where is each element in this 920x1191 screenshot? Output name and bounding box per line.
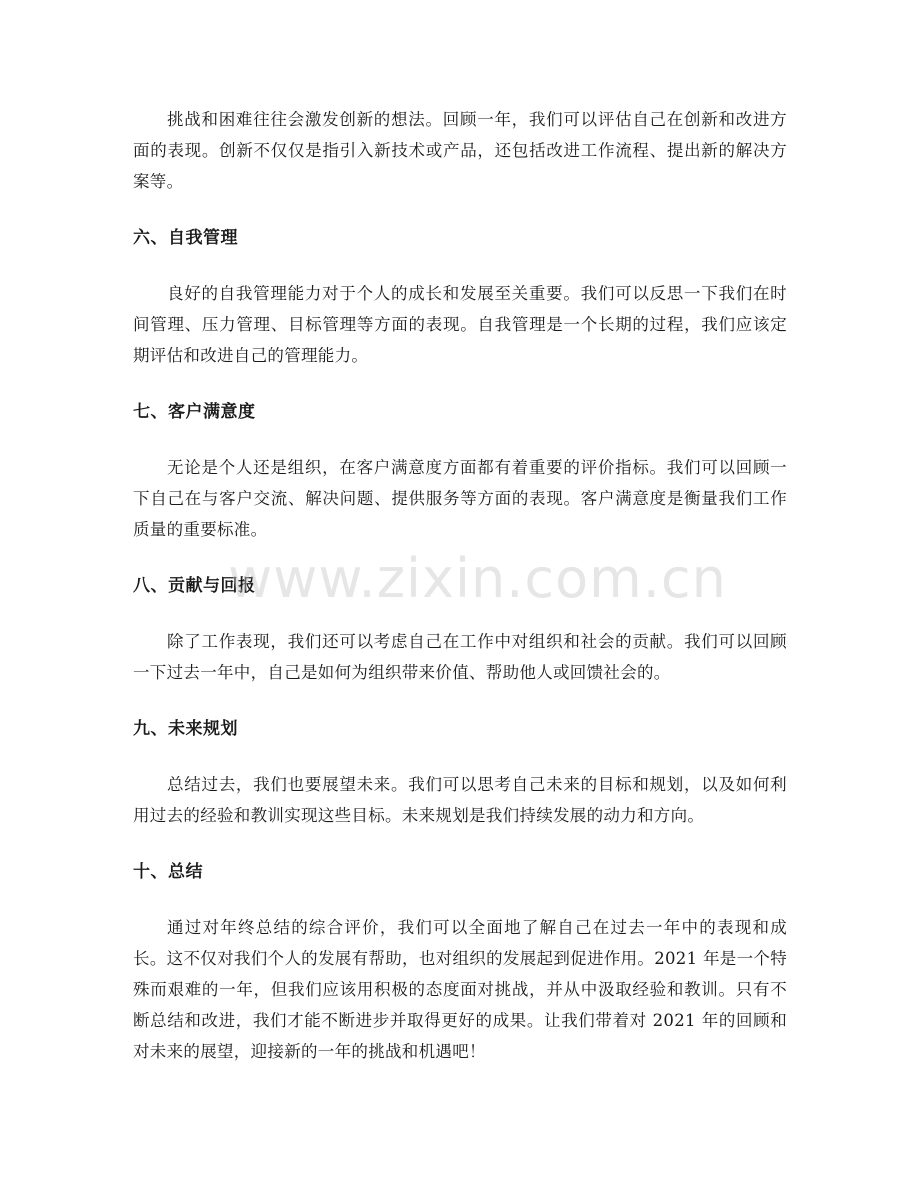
section-heading-summary: 十、总结 <box>133 862 203 882</box>
document-body <box>133 104 787 1093</box>
section-heading-future-planning: 九、未来规划 <box>133 719 238 739</box>
section-paragraph-contribution: 除了工作表现，我们还可以考虑自己在工作中对组织和社会的贡献。我们可以回顾一下过去一年中，自己是如何为组织带来价值、帮助他人或回馈社会的。 <box>133 632 787 682</box>
section-heading-contribution: 八、贡献与回报 <box>133 576 256 596</box>
section-paragraph-summary: 通过对年终总结的综合评价，我们可以全面地了解自己在过去一年中的表现和成长。这不仅对我们个人的发展有帮助，也对组织的发展起到促进作用。2021 年是一个特殊而艰难的一年，但我们应该用积极的态度面对挑战，并从中汲取经验和教训。只有不断总结和改进，我们才能不断进步并取得更好的成果。让我们带着对 2021 年的回顾和对未来的展望，迎接新的一年的挑战和机遇吧！ <box>133 918 787 1061</box>
section-heading-customer-satisfaction: 七、客户满意度 <box>133 402 256 422</box>
watermark-text: www.zixin.com.cn <box>228 547 727 610</box>
intro-paragraph: 挑战和困难往往会激发创新的想法。回顾一年，我们可以评估自己在创新和改进方面的表现。创新不仅仅是指引入新技术或产品，还包括改进工作流程、提出新的解决方案等。 <box>133 110 787 191</box>
section-heading-self-management: 六、自我管理 <box>133 228 238 248</box>
section-paragraph-future-planning: 总结过去，我们也要展望未来。我们可以思考自己未来的目标和规划，以及如何利用过去的经验和教训实现这些目标。未来规划是我们持续发展的动力和方向。 <box>133 775 787 825</box>
section-paragraph-self-management: 良好的自我管理能力对于个人的成长和发展至关重要。我们可以反思一下我们在时间管理、压力管理、目标管理等方面的表现。自我管理是一个长期的过程，我们应该定期评估和改进自己的管理能力。 <box>133 284 787 365</box>
section-paragraph-customer-satisfaction: 无论是个人还是组织，在客户满意度方面都有着重要的评价指标。我们可以回顾一下自己在与客户交流、解决问题、提供服务等方面的表现。客户满意度是衡量我们工作质量的重要标准。 <box>133 458 787 539</box>
